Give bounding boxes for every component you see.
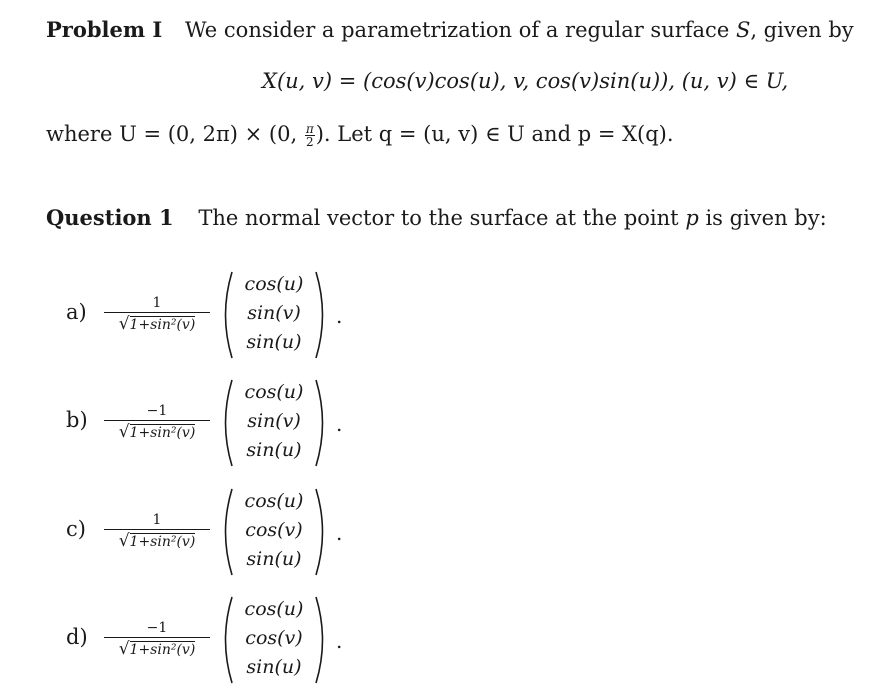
option-c[interactable] bbox=[66, 487, 386, 577]
coefficient-denominator bbox=[104, 530, 210, 552]
coefficient-denominator bbox=[104, 421, 210, 443]
problem-statement bbox=[46, 17, 854, 42]
question-text-start: The normal vector to the surface at the point bbox=[198, 206, 679, 230]
point-symbol: p bbox=[685, 206, 699, 230]
coefficient-fraction bbox=[104, 511, 210, 552]
problem-intro: We consider a parametrization of a regular surface bbox=[184, 18, 730, 42]
coefficient-fraction bbox=[104, 294, 210, 335]
pi-over-two bbox=[305, 123, 315, 148]
vector-component-3: sin(u) bbox=[246, 548, 302, 570]
vector-component-1: cos(u) bbox=[244, 273, 304, 295]
domain-start: where U = (0, 2π) × (0, bbox=[46, 122, 304, 146]
left-paren bbox=[216, 270, 236, 360]
option-label: c) bbox=[66, 517, 86, 541]
option-period: . bbox=[336, 304, 343, 328]
coefficient-denominator bbox=[104, 313, 210, 335]
normal-vector bbox=[236, 595, 312, 685]
coefficient-numerator: 1 bbox=[104, 511, 210, 530]
sqrt-symbol: √ bbox=[118, 314, 130, 334]
vector-component-2: sin(v) bbox=[247, 410, 301, 432]
right-paren bbox=[312, 378, 332, 468]
vector-component-3: sin(u) bbox=[246, 331, 302, 353]
option-label: a) bbox=[66, 300, 87, 324]
option-a[interactable] bbox=[66, 270, 386, 360]
sqrt-symbol: √ bbox=[118, 422, 130, 442]
sqrt-symbol: √ bbox=[118, 639, 130, 659]
right-paren bbox=[312, 595, 332, 685]
sqrt-radicand: 1+sin²(v) bbox=[129, 534, 196, 550]
right-paren bbox=[312, 270, 332, 360]
sqrt-symbol: √ bbox=[118, 531, 130, 551]
sqrt-radicand: 1+sin²(v) bbox=[129, 642, 196, 658]
vector-component-3: sin(u) bbox=[246, 656, 302, 678]
coefficient-denominator bbox=[104, 638, 210, 660]
domain-end: ). Let q = (u, v) ∈ U and p = X(q). bbox=[315, 122, 674, 146]
option-label: b) bbox=[66, 408, 88, 432]
normal-vector bbox=[236, 378, 312, 468]
vector-component-1: cos(u) bbox=[244, 381, 304, 403]
normal-vector bbox=[236, 270, 312, 360]
coefficient-numerator: 1 bbox=[104, 294, 210, 313]
left-paren bbox=[216, 595, 236, 685]
problem-intro-end: , given by bbox=[750, 18, 854, 42]
option-period: . bbox=[336, 521, 343, 545]
vector-component-2: cos(v) bbox=[245, 627, 303, 649]
left-paren bbox=[216, 487, 236, 577]
domain-definition bbox=[46, 122, 674, 148]
surface-symbol: S bbox=[735, 18, 751, 42]
coefficient-numerator: −1 bbox=[104, 619, 210, 638]
coefficient-fraction bbox=[104, 402, 210, 443]
pi-numerator: π bbox=[305, 122, 314, 136]
option-label: d) bbox=[66, 625, 88, 649]
question-text-end: is given by: bbox=[705, 206, 827, 230]
vector-component-2: sin(v) bbox=[247, 302, 301, 324]
vector-component-3: sin(u) bbox=[246, 439, 302, 461]
pi-denominator: 2 bbox=[305, 135, 314, 149]
sqrt-radicand: 1+sin²(v) bbox=[129, 425, 196, 441]
coefficient-numerator: −1 bbox=[104, 402, 210, 421]
option-period: . bbox=[336, 412, 343, 436]
problem-heading: Problem I bbox=[46, 17, 163, 42]
left-paren bbox=[216, 378, 236, 468]
vector-component-1: cos(u) bbox=[244, 490, 304, 512]
option-b[interactable] bbox=[66, 378, 386, 468]
normal-vector bbox=[236, 487, 312, 577]
right-paren bbox=[312, 487, 332, 577]
sqrt-radicand: 1+sin²(v) bbox=[129, 317, 196, 333]
parametrization-formula: X(u, v) = (cos(v)cos(u), v, cos(v)sin(u)), (u, v) ∈ U, bbox=[262, 69, 789, 93]
coefficient-fraction bbox=[104, 619, 210, 660]
question-statement bbox=[46, 205, 827, 230]
vector-component-2: cos(v) bbox=[245, 519, 303, 541]
question-heading: Question 1 bbox=[46, 205, 174, 230]
option-d[interactable] bbox=[66, 595, 386, 685]
option-period: . bbox=[336, 629, 343, 653]
vector-component-1: cos(u) bbox=[244, 598, 304, 620]
